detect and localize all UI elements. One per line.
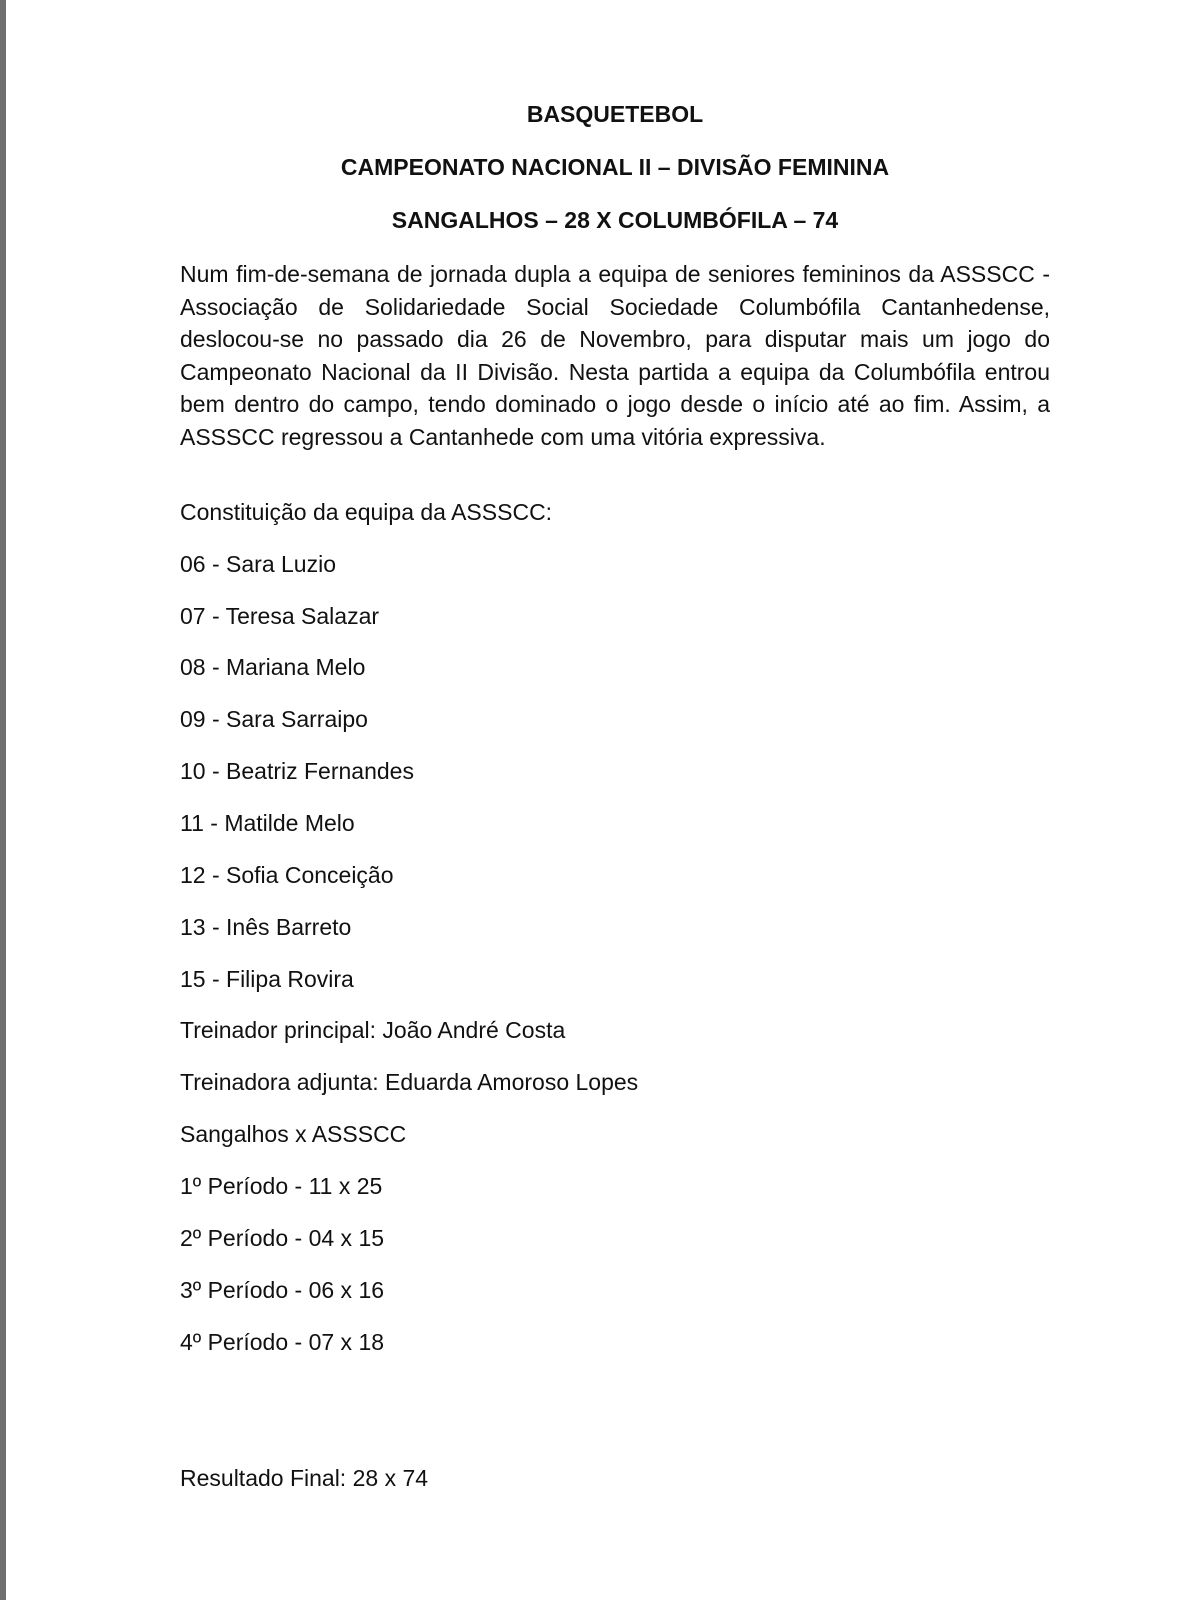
player-item: 08 - Mariana Melo — [180, 654, 366, 680]
period-score: 2º Período - 04 x 15 — [180, 1225, 385, 1251]
player-item: 10 - Beatriz Fernandes — [180, 758, 414, 784]
player-item: 06 - Sara Luzio — [180, 551, 336, 577]
player-item: 12 - Sofia Conceição — [180, 862, 394, 888]
assistant-coach: Treinadora adjunta: Eduarda Amoroso Lopes — [180, 1069, 639, 1095]
team-heading: Constituição da equipa da ASSSCC: — [180, 499, 553, 525]
match-title: SANGALHOS – 28 X COLUMBÓFILA – 74 — [391, 207, 839, 233]
head-coach: Treinador principal: João André Costa — [180, 1017, 566, 1043]
page-left-edge — [0, 0, 6, 1600]
document-subtitle: CAMPEONATO NACIONAL II – DIVISÃO FEMININA — [340, 154, 890, 180]
player-item: 11 - Matilde Melo — [180, 810, 355, 836]
intro-paragraph: Num fim-de-semana de jornada dupla a equipa de seniores femininos da ASSSCC - Associação de Solidariedade Social Sociedade Columbófila Cantanhedense, deslocou-se no passado dia 26 de Novembro, para disputar mais um jogo do Campeonato Nacional da II Divisão. Nesta partida a equipa da Columbófila entrou bem dentro do campo, tendo dominado o jogo desde o início até ao fim. Assim, a ASSSCC regressou a Cantanhede com uma vitória expressiva. — [180, 261, 1050, 450]
matchup-line: Sangalhos x ASSSCC — [180, 1121, 407, 1147]
document-page — [180, 0, 1050, 1600]
document-title: BASQUETEBOL — [526, 101, 704, 127]
player-item: 13 - Inês Barreto — [180, 914, 352, 940]
period-score: 3º Período - 06 x 16 — [180, 1277, 385, 1303]
player-item: 09 - Sara Sarraipo — [180, 706, 368, 732]
period-score: 4º Período - 07 x 18 — [180, 1329, 385, 1355]
player-item: 07 - Teresa Salazar — [180, 603, 380, 629]
final-result: Resultado Final: 28 x 74 — [180, 1465, 429, 1491]
player-item: 15 - Filipa Rovira — [180, 966, 354, 992]
period-score: 1º Período - 11 x 25 — [180, 1173, 383, 1199]
